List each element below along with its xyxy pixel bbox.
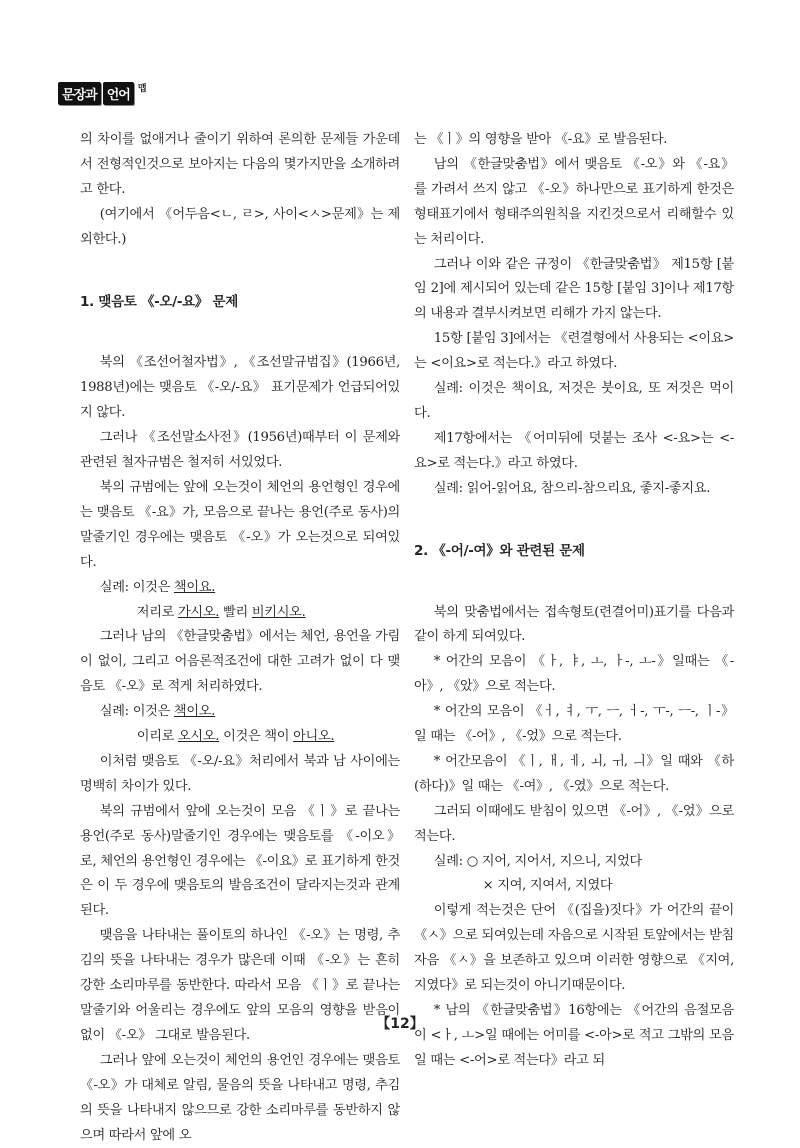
example-line: 실례: 이것은 책이오.	[99, 704, 216, 720]
example-line: 실례: ○ 지어, 지어서, 지으니, 지었다	[433, 853, 642, 869]
example-line: 실례: 이것은 책이요.	[99, 579, 216, 595]
paragraph: 그러되 이때에도 받침이 있으면 《-어》, 《-었》으로 적는다.	[414, 803, 734, 844]
section-heading-1: 1. 맺음토 《-오/-요》 문제	[80, 293, 238, 310]
left-column	[80, 128, 400, 1148]
example-line: 저리로 가시오. 빨리 비키시오.	[136, 604, 306, 620]
logo-part1: 문장과	[58, 82, 101, 105]
logo-sup: 맵	[137, 83, 147, 94]
example-line: 이리로 오시오. 이것은 책이 아니오.	[136, 729, 335, 745]
logo-part2: 언어	[103, 82, 134, 105]
example-line: × 지여, 지여서, 지였다	[482, 878, 613, 894]
paragraph: * 남의 《한글맞춤법》16항에는 《어간의 음절모음이 <ㅏ, ㅗ>일 때에는 어미를 <-아>로 적고 그밖의 모음일 때는 <-어>로 적는다》라고 되	[414, 1003, 734, 1068]
page-number: 【12】	[376, 1016, 424, 1032]
paragraph: 그러나 남의 《한글맞춤법》에서는 체언, 용언을 가림이 없이, 그리고 어음론적조건에 대한 고려가 없이 다 맺음토 《-오》로 적게 처리하였다.	[80, 629, 400, 695]
paragraph: 실례: 이것은 책이요, 저것은 붓이요, 또 저것은 먹이다.	[414, 381, 734, 421]
paragraph: 15항 [붙임 3]에서는 《련결형에서 사용되는 <이요>는 <이요>로 적는다.》라고 하였다.	[414, 331, 734, 372]
right-column	[414, 128, 734, 1074]
section-heading-2: 2. 《-어/-여》와 관련된 문제	[414, 542, 585, 559]
publication-logo	[58, 80, 147, 106]
paragraph: 그러나 앞에 오는것이 체언의 용언인 경우에는 맺음토 《-오》가 대체로 알림, 물음의 뜻을 나타내고 명령, 추김의 뜻을 나타내지 않으므로 강한 소리마루를 동반하지 않으며 따라서 앞에 오	[80, 1052, 400, 1143]
paragraph: 맺음을 나타내는 풀이토의 하나인 《-오》는 명령, 추김의 뜻을 나타내는 경우가 많은데 이때 《-오》는 흔히 강한 소리마루를 동반한다. 따라서 모음 《ㅣ》로 끝나는 말줄기와 어울리는 경우에도 앞의 모음의 영향을 받음이 없이 《-오》 그대로 발음된다.	[80, 928, 400, 1043]
paragraph: 는 《ㅣ》의 영향을 받아 《-요》로 발음된다.	[414, 132, 668, 147]
paragraph: 제17항에서는 《어미뒤에 덧붙는 조사 <-요>는 <-요>로 적는다.》라고 하였다.	[414, 430, 734, 471]
paragraph: 북의 《조선어철자법》, 《조선말규범집》(1966년, 1988년)에는 맺음토 《-오/-요》 표기문제가 언급되어있지 않다.	[80, 355, 400, 421]
paragraph: (여기에서 《어두음<ㄴ, ㄹ>, 사이<ㅅ>문제》는 제외한다.)	[80, 206, 400, 247]
paragraph: 그러나 《조선말소사전》(1956년)때부터 이 문제와 관련된 철자규범은 철저히 서있었다.	[80, 430, 400, 471]
paragraph: 북의 규범에는 앞에 오는것이 체언의 용언형인 경우에는 맺음토 《-요》가, 모음으로 끝나는 용언(주로 동사)의 말줄기인 경우에는 맺음토 《-오》가 오는것으로 되여있다.	[80, 479, 400, 570]
paragraph: 실례: 읽어-읽어요, 참으리-참으리요, 좋지-좋지요.	[433, 480, 711, 496]
paragraph: 이처럼 맺음토 《-오/-요》처리에서 북과 남 사이에는 명백히 차이가 있다.	[80, 753, 400, 794]
paragraph: 의 차이를 없애거나 줄이기 위하여 론의한 문제들 가운데서 전형적인것으로 보아지는 다음의 몇가지만을 소개하려고 한다.	[80, 132, 400, 197]
paragraph: 이렇게 적는것은 단어 《(집을)짓다》가 어간의 끝이 《ㅅ》으로 되여있는데 자음으로 시작된 토앞에서는 받침자음 《ㅅ》을 보존하고 있으며 이러한 영향으로 《지여, 지였다》로 되는것이 아니기때문이다.	[414, 903, 734, 994]
paragraph: 북의 규범에서 앞에 오는것이 모음 《ㅣ》로 끝나는 용언(주로 동사)말줄기인 경우에는 맺음토를 《-이오》로, 체언의 용언형인 경우에는 《-이요》로 표기하게 한것은 이 두 경우에 맺음토의 발음조건이 달라지는것과 관계된다.	[80, 803, 400, 919]
paragraph: * 어간모음이 《ㅣ, ㅐ, ㅔ, ㅚ, ㅟ, ㅢ》일 때와 《하(하다)》일 때는 《-여》, 《-였》으로 적는다.	[414, 753, 734, 794]
paragraph: 그러나 이와 같은 규정이 《한글맞춤법》 제15항 [붙임 2]에 제시되어 있는데 같은 15항 [붙임 3]이나 제17항의 내용과 결부시켜보면 리해가 가지 않는다.	[414, 256, 734, 322]
paragraph: 북의 맞춤법에서는 접속형토(련결어미)표기를 다음과 같이 하게 되여있다.	[414, 604, 734, 645]
paragraph: * 어간의 모음이 《ㅏ, ㅑ, ㅗ, ㅏ-, ㅗ-》일때는 《-아》, 《았》으로 적는다.	[414, 654, 734, 695]
paragraph: 남의 《한글맞춤법》에서 맺음토 《-오》와 《-요》를 가려서 쓰지 않고 《-오》하나만으로 표기하게 한것은 형태표기에서 형태주의원칙을 지킨것으로서 리해할수 있는 처리이다.	[414, 156, 734, 247]
paragraph: * 어간의 모음이 《ㅓ, ㅕ, ㅜ, ㅡ, ㅓ-, ㅜ-, ㅡ-, ㅣ-》일 때는 《-어》, 《-었》으로 적는다.	[414, 704, 734, 745]
